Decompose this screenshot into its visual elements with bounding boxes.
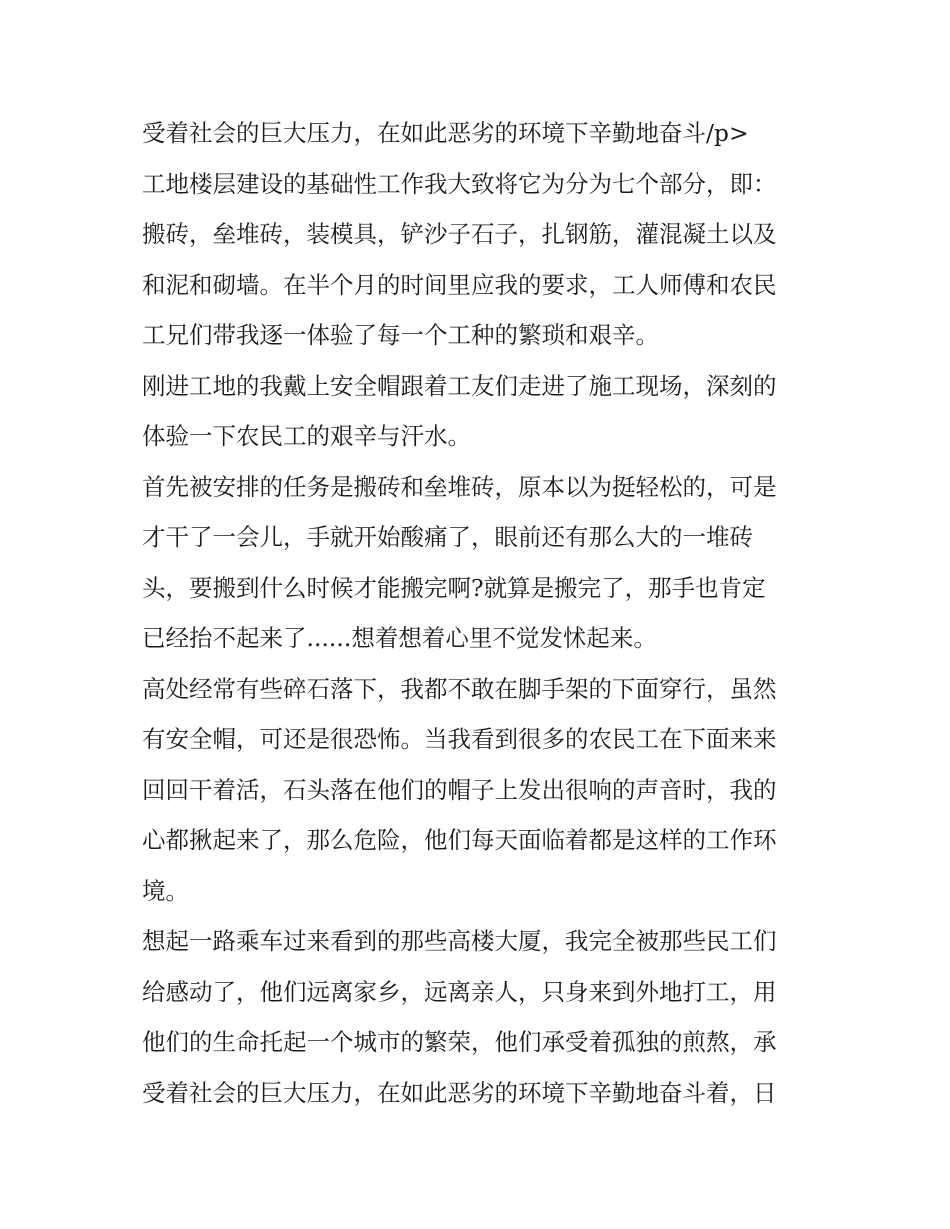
text-line: 工地楼层建设的基础性工作我大致将它为分为七个部分，即：	[142, 169, 777, 198]
text-line: 心都揪起来了，那么危险，他们每天面临着都是这样的工作环	[142, 826, 777, 854]
text-line: 刚进工地的我戴上安全帽跟着工友们走进了施工现场，深刻的	[142, 371, 777, 400]
text-line: 工兄们带我逐一体验了每一个工种的繁琐和艰辛。	[142, 321, 659, 349]
text-line: 给感动了，他们远离家乡，远离亲人，只身来到外地打工，用	[142, 977, 777, 1006]
text-line: 搬砖，垒堆砖，装模具，铲沙子石子，扎钢筋，灌混凝土以及	[142, 220, 777, 248]
text-line: 有安全帽，可还是很恐怖。当我看到很多的农民工在下面来来	[142, 725, 777, 753]
text-line: 受着社会的巨大压力，在如此恶劣的环境下辛勤地奋斗/p>	[142, 119, 749, 147]
text-line: 体验一下农民工的艰辛与汗水。	[142, 422, 471, 450]
text-line: 他们的生命托起一个城市的繁荣，他们承受着孤独的煎熬，承	[142, 1028, 777, 1056]
text-line: 已经抬不起来了......想着想着心里不觉发怵起来。	[142, 624, 657, 652]
text-line: 高处经常有些碎石落下，我都不敢在脚手架的下面穿行，虽然	[142, 674, 777, 703]
text-line: 受着社会的巨大压力，在如此恶劣的环境下辛勤地奋斗着，日	[142, 1078, 777, 1107]
text-line: 回回干着活，石头落在他们的帽子上发出很响的声音时，我的	[142, 775, 777, 804]
text-line: 想起一路乘车过来看到的那些高楼大厦，我完全被那些民工们	[142, 927, 777, 955]
text-line: 和泥和砌墙。在半个月的时间里应我的要求，工人师傅和农民	[142, 270, 777, 299]
text-line: 头，要搬到什么时候才能搬完啊?就算是搬完了，那手也肯定	[142, 573, 766, 602]
document-body	[142, 108, 822, 1118]
text-line: 才干了一会儿，手就开始酸痛了，眼前还有那么大的一堆砖	[142, 523, 753, 551]
text-line: 境。	[142, 876, 189, 905]
text-line: 首先被安排的任务是搬砖和垒堆砖，原本以为挺轻松的，可是	[142, 472, 777, 501]
